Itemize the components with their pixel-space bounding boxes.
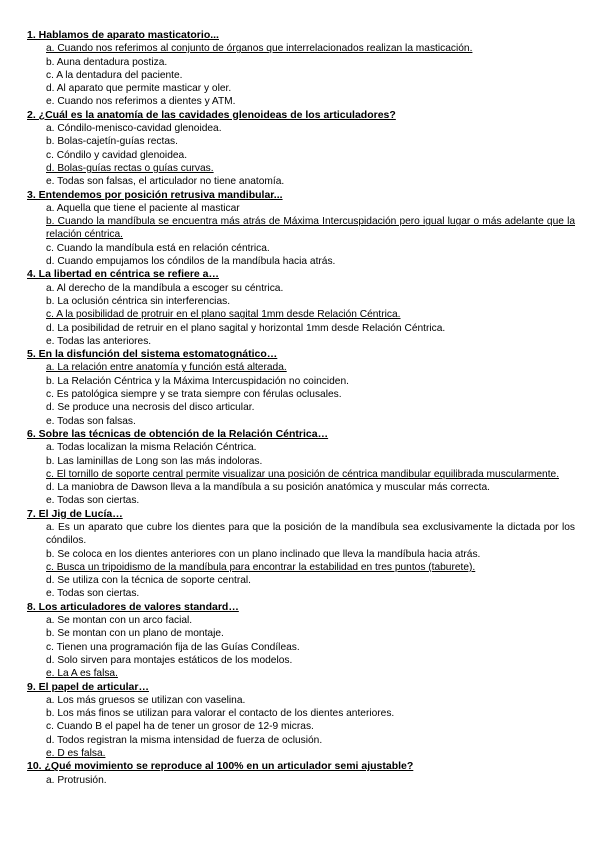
question-8 [27, 601, 575, 681]
answer-option: c. Cuando la mandíbula está en relación céntrica. [46, 242, 270, 254]
answer-option: d. La posibilidad de retruir en el plano sagital y horizontal 1mm desde Relación Céntrica. [46, 322, 446, 334]
question-7 [27, 508, 575, 601]
question-title: 8. Los articuladores de valores standard… [27, 600, 239, 613]
answer-option-correct: d. Bolas-guías rectas o guías curvas. [46, 162, 214, 174]
exam-document [27, 29, 575, 787]
answer-option: c. Cuando B el papel ha de tener un grosor de 12-9 micras. [46, 721, 314, 733]
answer-option: e. Todas son ciertas. [46, 588, 140, 600]
answer-option: a. Protrusión. [46, 774, 107, 786]
question-title: 5. En la disfunción del sistema estomatognático… [27, 348, 278, 361]
question-10 [27, 760, 575, 787]
question-title: 1. Hablamos de aparato masticatorio... [27, 29, 219, 41]
answer-option: d. Se produce una necrosis del disco articular. [46, 402, 255, 414]
answer-option: a. Aquella que tiene el paciente al masticar [46, 202, 240, 214]
answer-option-correct: c. Busca un tripoidismo de la mandíbula para encontrar la estabilidad en tres puntos (taburete). [46, 561, 476, 573]
answer-option: e. Todas son falsas, el articulador no tiene anatomía. [46, 176, 285, 188]
question-title: 3. Entendemos por posición retrusiva mandibular... [27, 188, 283, 201]
answer-option-correct: a. Cuando nos referimos al conjunto de órganos que interrelacionados realizan la masticación. [46, 43, 473, 55]
answer-option: e. Cuando nos referimos a dientes y ATM. [46, 96, 236, 108]
answer-option: e. Todas las anteriores. [46, 335, 152, 347]
question-title: 7. El Jig de Lucía… [27, 507, 123, 520]
answer-option: c. Tienen una programación fija de las Guías Condíleas. [46, 641, 300, 653]
answer-option: b. La oclusión céntrica sin interferencias. [46, 295, 231, 307]
question-title: 10. ¿Qué movimiento se reproduce al 100% en un articulador semi ajustable? [27, 760, 414, 773]
answer-option: b. Bolas-cajetín-guías rectas. [46, 136, 178, 148]
answer-option: b. Se coloca en los dientes anteriores con un plano inclinado que lleva la mandíbula hacia atrás. [46, 548, 481, 560]
answer-option: a. Cóndilo-menisco-cavidad glenoidea. [46, 123, 222, 135]
question-5 [27, 348, 575, 428]
answer-option: c. A la dentadura del paciente. [46, 69, 183, 81]
answer-option: e. Todas son falsas. [46, 415, 136, 427]
answer-option: b. La Relación Céntrica y la Máxima Intercuspidación no coinciden. [46, 375, 349, 387]
answer-option: d. Cuando empujamos los cóndilos de la mandíbula hacia atrás. [46, 256, 336, 268]
question-4 [27, 268, 575, 348]
answer-option: c. Es patológica siempre y se trata siempre con férulas oclusales. [46, 389, 342, 401]
answer-option: b. Se montan con un plano de montaje. [46, 628, 224, 640]
answer-option-correct: c. El tornillo de soporte central permite visualizar una posición de céntrica mandibular equilibrada muscularmente. [46, 468, 560, 480]
answer-option: d. Todos registran la misma intensidad de fuerza de oclusión. [46, 734, 323, 746]
answer-option: b. Auna dentadura postiza. [46, 56, 168, 68]
question-title: 4. La libertad en céntrica se refiere a… [27, 268, 220, 281]
answer-option-correct: b. Cuando la mandíbula se encuentra más atrás de Máxima Intercuspidación pero igual lugar o más adelante que la relación céntrica. [46, 216, 575, 241]
answer-option-correct: e. La A es falsa. [46, 668, 118, 680]
question-title: 2. ¿Cuál es la anatomía de las cavidades glenoideas de los articuladores? [27, 108, 396, 121]
question-1 [27, 29, 575, 109]
answer-option: a. Todas localizan la misma Relación Céntrica. [46, 442, 257, 454]
answer-option: d. Se utiliza con la técnica de soporte central. [46, 575, 251, 587]
answer-option: b. Las laminillas de Long son las más indoloras. [46, 455, 263, 467]
answer-option: d. La maniobra de Dawson lleva a la mandíbula a su posición anatómica y muscular más correcta. [46, 482, 490, 494]
answer-option: e. Todas son ciertas. [46, 495, 140, 507]
answer-option-correct: c. A la posibilidad de protruir en el plano sagital 1mm desde Relación Céntrica. [46, 309, 401, 321]
answer-option: a. Al derecho de la mandíbula a escoger su céntrica. [46, 282, 284, 294]
answer-option: b. Los más finos se utilizan para valorar el contacto de los dientes anteriores. [46, 708, 395, 720]
answer-option: d. Al aparato que permite masticar y oler. [46, 83, 232, 95]
answer-option: a. Es un aparato que cubre los dientes para que la posición de la mandíbula sea exclusivamente la dictada por los cóndilos. [46, 521, 575, 547]
answer-option: c. Cóndilo y cavidad glenoidea. [46, 149, 188, 161]
question-2 [27, 109, 575, 189]
question-title: 9. El papel de articular… [27, 680, 149, 693]
question-6 [27, 428, 575, 508]
question-9 [27, 681, 575, 761]
answer-option: a. Los más gruesos se utilizan con vaselina. [46, 694, 246, 706]
question-3 [27, 189, 575, 269]
answer-option-correct: e. D es falsa. [46, 748, 106, 760]
question-title: 6. Sobre las técnicas de obtención de la Relación Céntrica… [27, 427, 329, 440]
answer-option-correct: a. La relación entre anatomía y función está alterada. [46, 362, 287, 374]
answer-option: d. Solo sirven para montajes estáticos de los modelos. [46, 654, 293, 666]
answer-option: a. Se montan con un arco facial. [46, 615, 193, 627]
